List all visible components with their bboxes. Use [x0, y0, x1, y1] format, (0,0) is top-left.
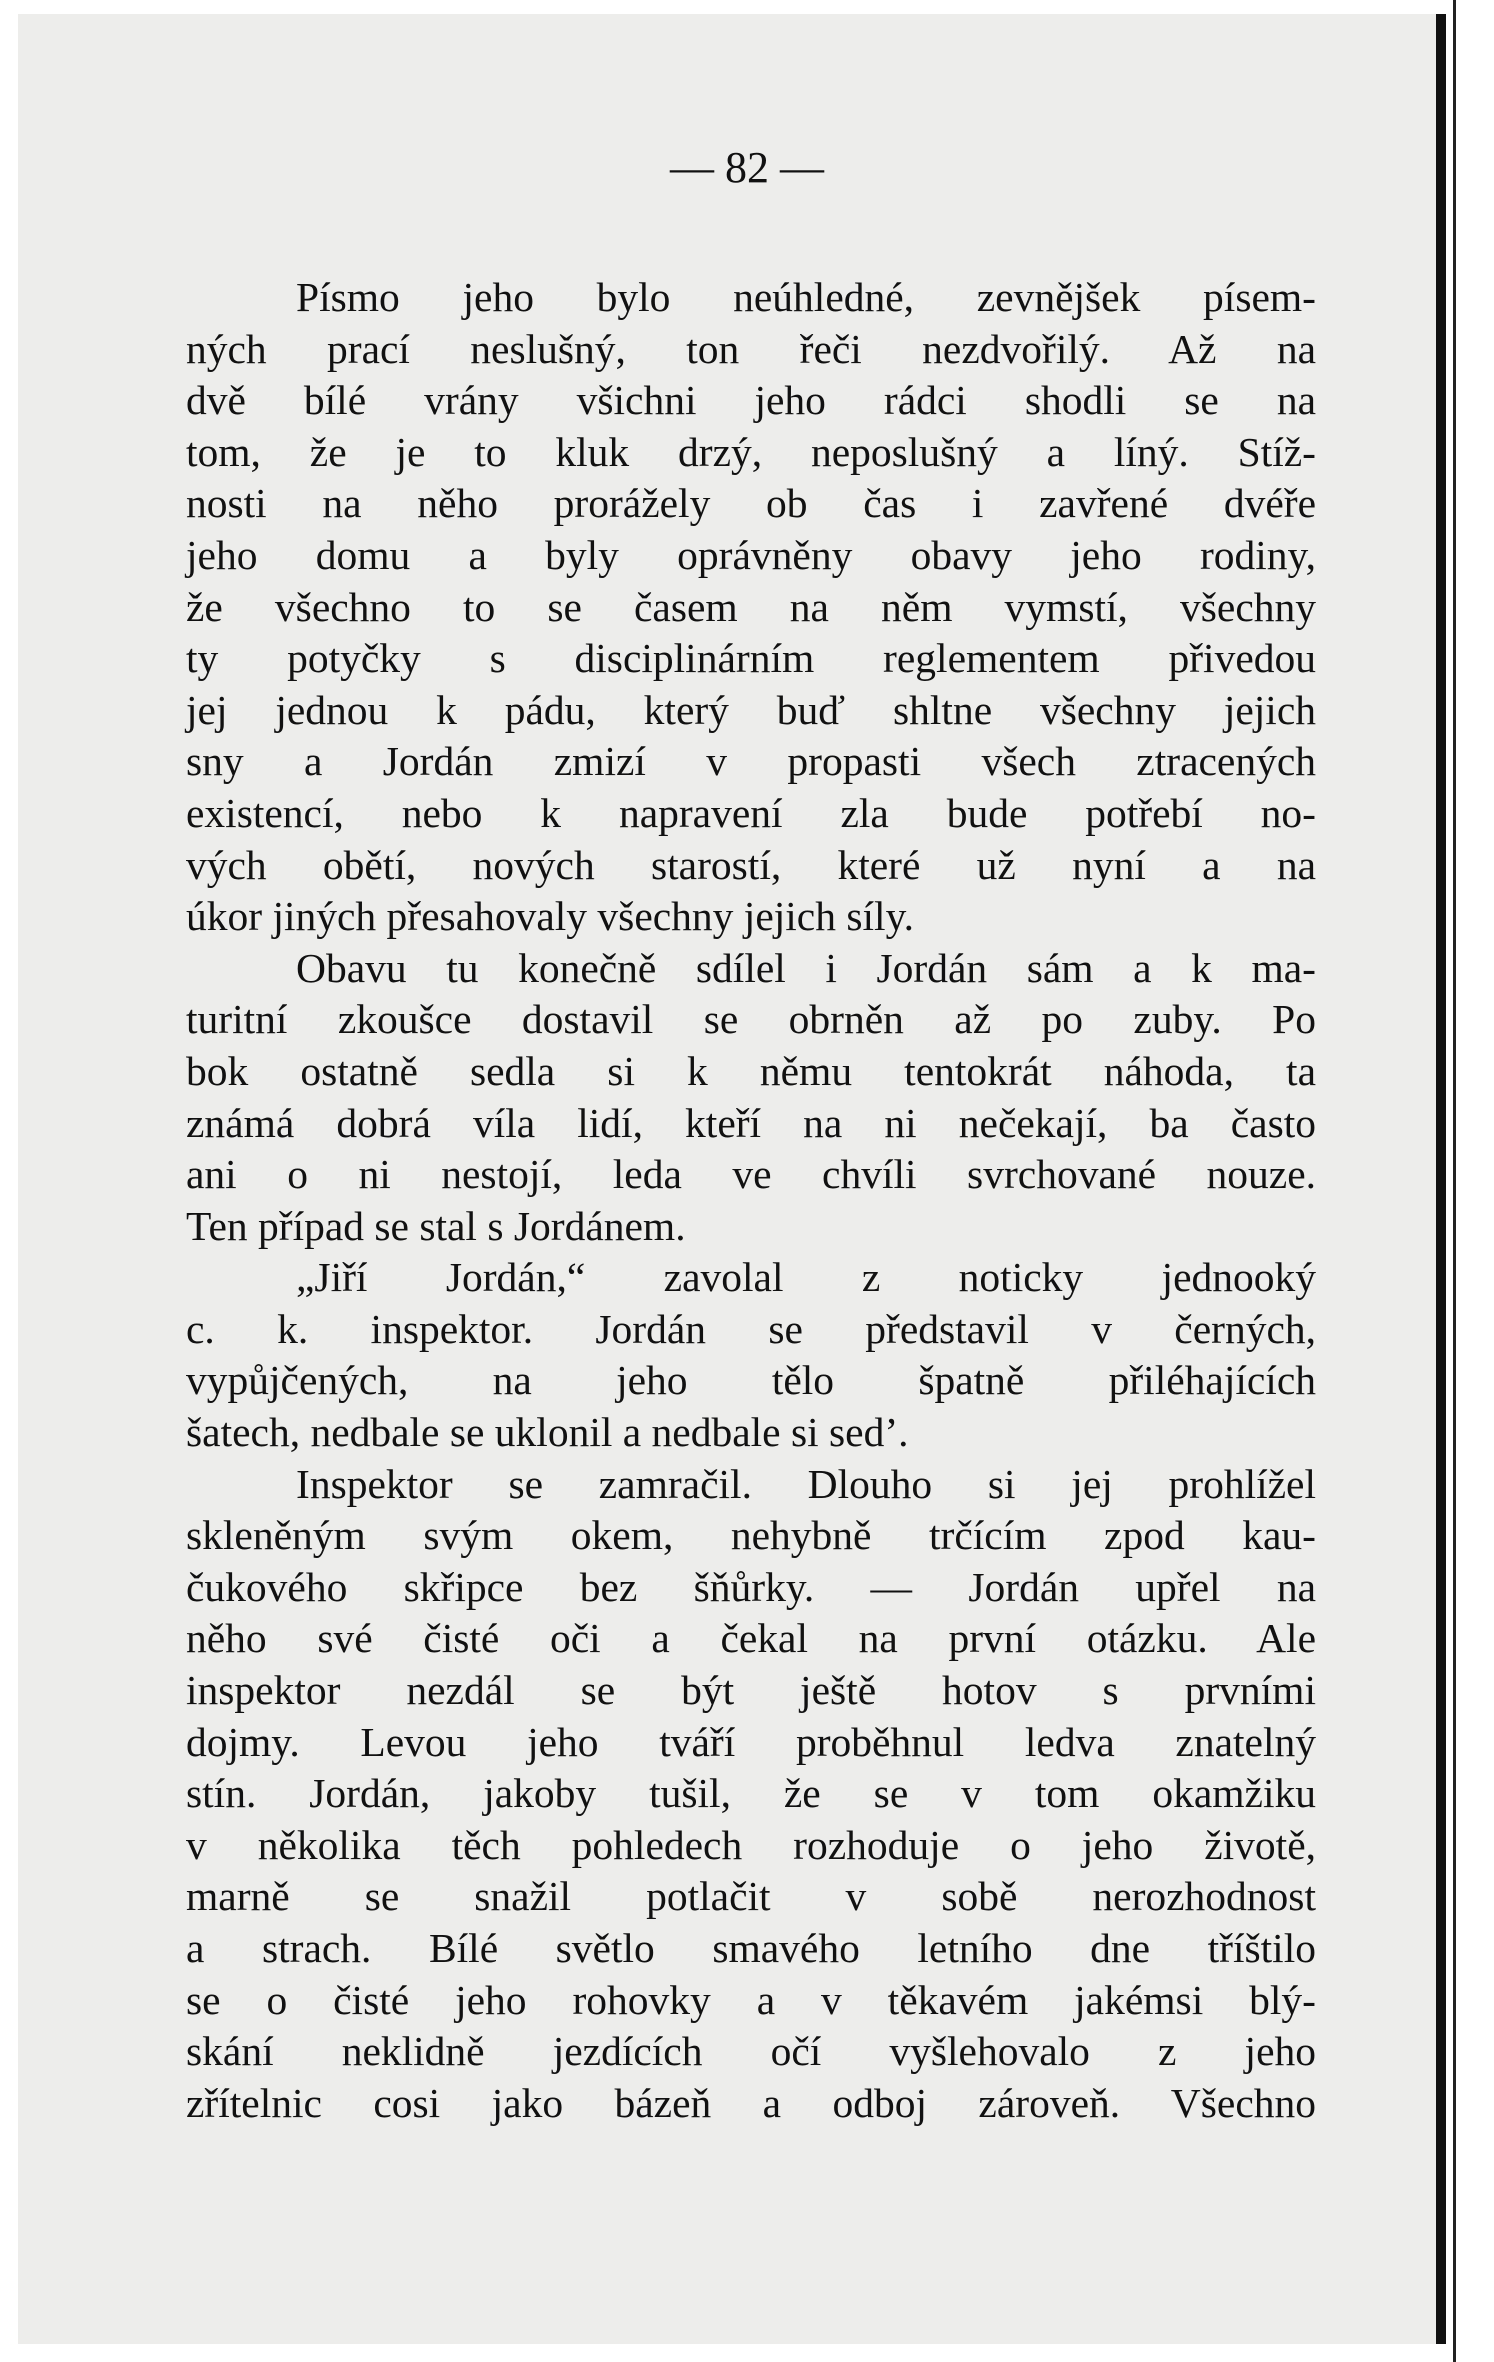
text-line: Inspektor se zamračil. Dlouho si jej prohlížel [296, 1460, 1316, 1507]
text-line: ty potyčky s disciplinárním reglementem přivedou [186, 635, 1316, 682]
text-line: dojmy. Levou jeho tváří proběhnul ledva znatelný [186, 1718, 1316, 1765]
page-edge-shadow [1436, 14, 1446, 2344]
text-line: marně se snažil potlačit v sobě nerozhodnost [186, 1873, 1316, 1920]
text-line: že všechno to se časem na něm vymstí, všechny [186, 583, 1316, 630]
text-line: skání neklidně jezdících očí vyšlehovalo z jeho [186, 2028, 1316, 2075]
text-line: inspektor nezdál se být ještě hotov s prvními [186, 1667, 1316, 1714]
text-line: Obavu tu konečně sdílel i Jordán sám a k ma- [296, 944, 1316, 991]
text-line: v několika těch pohledech rozhoduje o jeho životě, [186, 1821, 1316, 1868]
text-line: skleněným svým okem, nehybně trčícím zpod kau- [186, 1512, 1316, 1559]
text-line: šatech, nedbale se uklonil a nedbale si sed’. [186, 1409, 909, 1456]
text-line: bok ostatně sedla si k němu tentokrát náhoda, ta [186, 1047, 1316, 1094]
text-line: stín. Jordán, jakoby tušil, že se v tom okamžiku [186, 1770, 1316, 1817]
text-line: tom, že je to kluk drzý, neposlušný a líný. Stíž- [186, 428, 1316, 475]
text-line: dvě bílé vrány všichni jeho rádci shodli se na [186, 377, 1316, 424]
text-line: jej jednou k pádu, který buď shltne všechny jejich [186, 686, 1316, 733]
text-line: úkor jiných přesahovaly všechny jejich síly. [186, 893, 914, 940]
body-text [186, 272, 1316, 2129]
text-line: „Jiří Jordán,“ zavolal z noticky jednooký [296, 1254, 1316, 1301]
text-line: něho své čisté oči a čekal na první otázku. Ale [186, 1615, 1316, 1662]
text-line: ných prací neslušný, ton řeči nezdvořilý. Až na [186, 325, 1316, 372]
text-line: sny a Jordán zmizí v propasti všech ztracených [186, 738, 1316, 785]
text-line: c. k. inspektor. Jordán se představil v černých, [186, 1305, 1316, 1352]
text-line: Ten případ se stal s Jordánem. [186, 1202, 686, 1249]
page-number: — 82 — [670, 143, 824, 192]
text-line: Písmo jeho bylo neúhledné, zevnějšek písem- [296, 274, 1316, 320]
text-line: vypůjčených, na jeho tělo špatně přiléhajících [186, 1357, 1316, 1404]
text-line: nosti na něho prorážely ob čas i zavřené dvéře [186, 480, 1316, 527]
text-line: existencí, nebo k napravení zla bude potřebí no- [186, 789, 1316, 836]
text-line: se o čisté jeho rohovky a v těkavém jakémsi blý- [186, 1976, 1316, 2023]
text-line: zřítelnic cosi jako bázeň a odboj zároveň. Všechno [186, 2079, 1316, 2126]
text-line: známá dobrá víla lidí, kteří na ni nečekají, ba často [186, 1099, 1316, 1146]
text-line: a strach. Bílé světlo smavého letního dne tříštilo [186, 1925, 1316, 1971]
binding-edge-line [1453, 0, 1456, 2362]
text-line: jeho domu a byly oprávněny obavy jeho rodiny, [186, 531, 1316, 578]
text-line: vých obětí, nových starostí, které už nyní a na [186, 841, 1316, 888]
text-line: ani o ni nestojí, leda ve chvíli svrchované nouze. [186, 1151, 1316, 1198]
text-line: turitní zkoušce dostavil se obrněn až po zuby. Po [186, 996, 1316, 1043]
text-line: čukového skřipce bez šňůrky. — Jordán upřel na [186, 1563, 1316, 1610]
